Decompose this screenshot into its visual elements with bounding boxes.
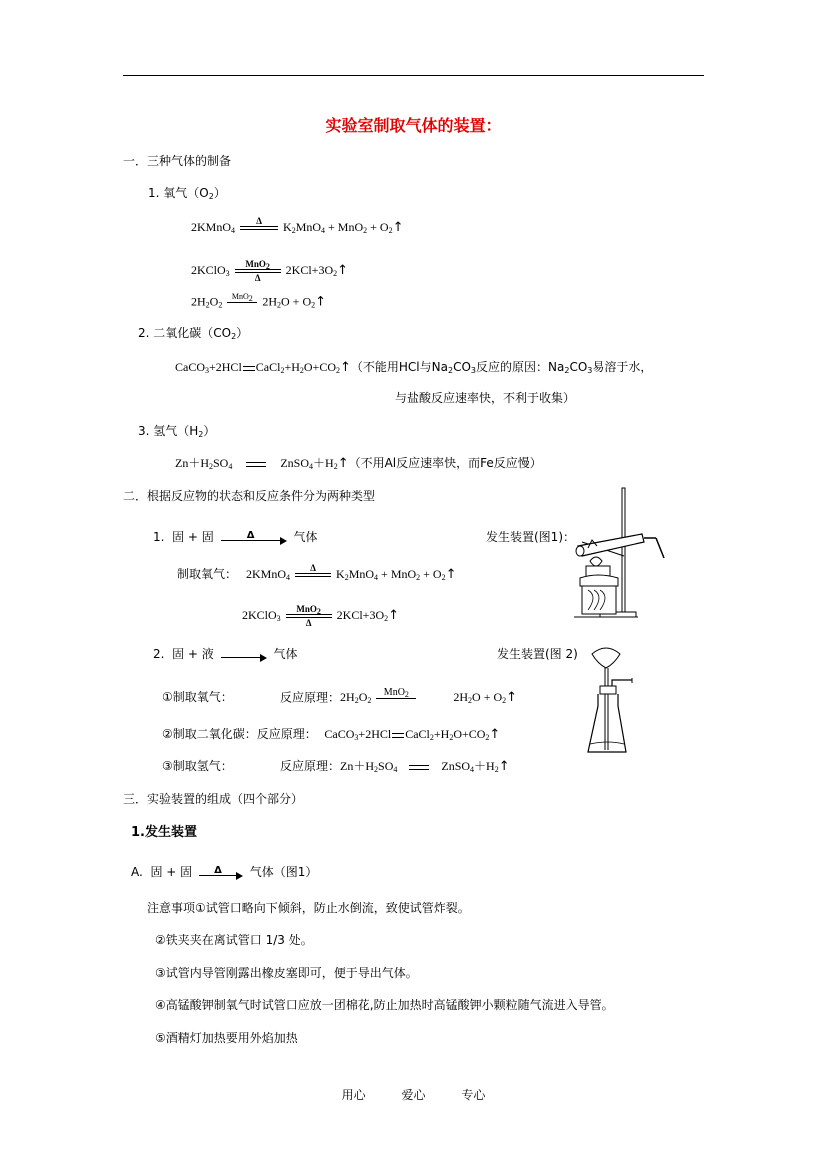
section-3-a-line: A. 固 + 固 Δ 气体（图1） <box>131 864 318 879</box>
page-footer <box>0 1086 827 1103</box>
type-2-h2-equation: 反应原理：$Zn+H_2SO_4$ $ZnSO_4+H_2↑$ <box>280 759 510 774</box>
subsection-generation-device: 1.发生装置 <box>131 825 197 840</box>
co2-label: 2. 二氧化碳$(CO_2)$ <box>138 326 249 341</box>
h2-equation: $Zn+H_2SO_4$ $ZnSO_4+H_2↑$（不用Al反应速率快，而Fe反应慢） <box>175 456 542 471</box>
note-4: ④高锰酸钾制氧气时试管口应放一团棉花,防止加热时高锰酸钾小颗粒随气流进入导管。 <box>155 998 614 1012</box>
type-2-h2-line: ③制取氢气： <box>162 759 233 773</box>
section-2-heading: 二．根据反应物的状态和反应条件分为两种类型 <box>123 489 376 503</box>
device-figure-2-label: 发生装置(图 2) <box>497 647 578 661</box>
note-3: ③试管内导管刚露出橡皮塞即可，便于导出气体。 <box>155 966 418 980</box>
footer-word-1: 用心 <box>341 1088 366 1102</box>
co2-equation: CaCO$_3$+2HCl $CaCl_2+H_2O+CO_2↑$（不能用HCl与$Na_2CO_3$反应的原因：$Na_2CO_3$易溶于水， <box>175 360 653 375</box>
device-figure-1-label: 发生装置(图1)： <box>486 530 575 544</box>
note-1: 注意事项①试管口略向下倾斜，防止水倒流，致使试管炸裂。 <box>147 901 470 915</box>
footer-word-3: 专心 <box>461 1088 486 1102</box>
o2-equation-3: $2H_2O_2$ MnO$_2$ $2H_2O$ + $O_2↑$ <box>191 292 327 310</box>
type-2-co2-line: ②制取二氧化碳：反应原理： CaCO$_3$+2HCl $CaCl_2+H_2O+CO_2↑$ <box>162 727 501 742</box>
co2-note-line-2: 与盐酸反应速率快，不利于收集） <box>395 391 576 405</box>
figure-1-apparatus <box>560 486 670 626</box>
type-2-line: 2. 固 + 液 气体 <box>153 647 298 661</box>
section-1-heading: 一．三种气体的制备 <box>123 154 232 168</box>
o2-equation-2: 2KClO$_3$ MnO$_2$ Δ $2KCl+3O_2↑$ <box>191 259 349 283</box>
page-title: 实验室制取气体的装置： <box>325 116 502 135</box>
figure-2-apparatus <box>582 644 652 760</box>
type-2-o2-equation: 反应原理：$2H_2O_2$ MnO$_2$ $2H_2O$ + $O_2↑$ <box>280 687 518 706</box>
footer-word-2: 爱心 <box>401 1088 426 1102</box>
section-3-heading: 三．实验装置的组成（四个部分） <box>123 792 304 806</box>
h2-label: 3. 氢气$(H_2)$ <box>138 424 216 439</box>
type-1-o2-equation-2: 2KClO$_3$ MnO$_2$ Δ $2KCl+3O_2↑$ <box>242 604 400 628</box>
o2-label: 1. 氧气$(O_2)$ <box>148 186 226 201</box>
o2-equation-1: 2KMnO$_4$ Δ $K_2MnO_4 + MnO_2$ + $O_2↑$ <box>191 216 404 235</box>
type-1-line: 1. 固 + 固 Δ 气体 <box>153 529 318 544</box>
note-5: ⑤酒精灯加热要用外焰加热 <box>155 1031 298 1045</box>
type-1-o2-equation-1: 制取氧气： 2KMnO$_4$ Δ $K_2MnO_4 + MnO_2$ + $O_2↑$ <box>177 563 457 582</box>
note-2: ②铁夹夹在离试管口 1/3 处。 <box>155 933 313 947</box>
header-rule <box>123 75 704 76</box>
type-2-o2-line: ①制取氧气： <box>162 690 233 704</box>
